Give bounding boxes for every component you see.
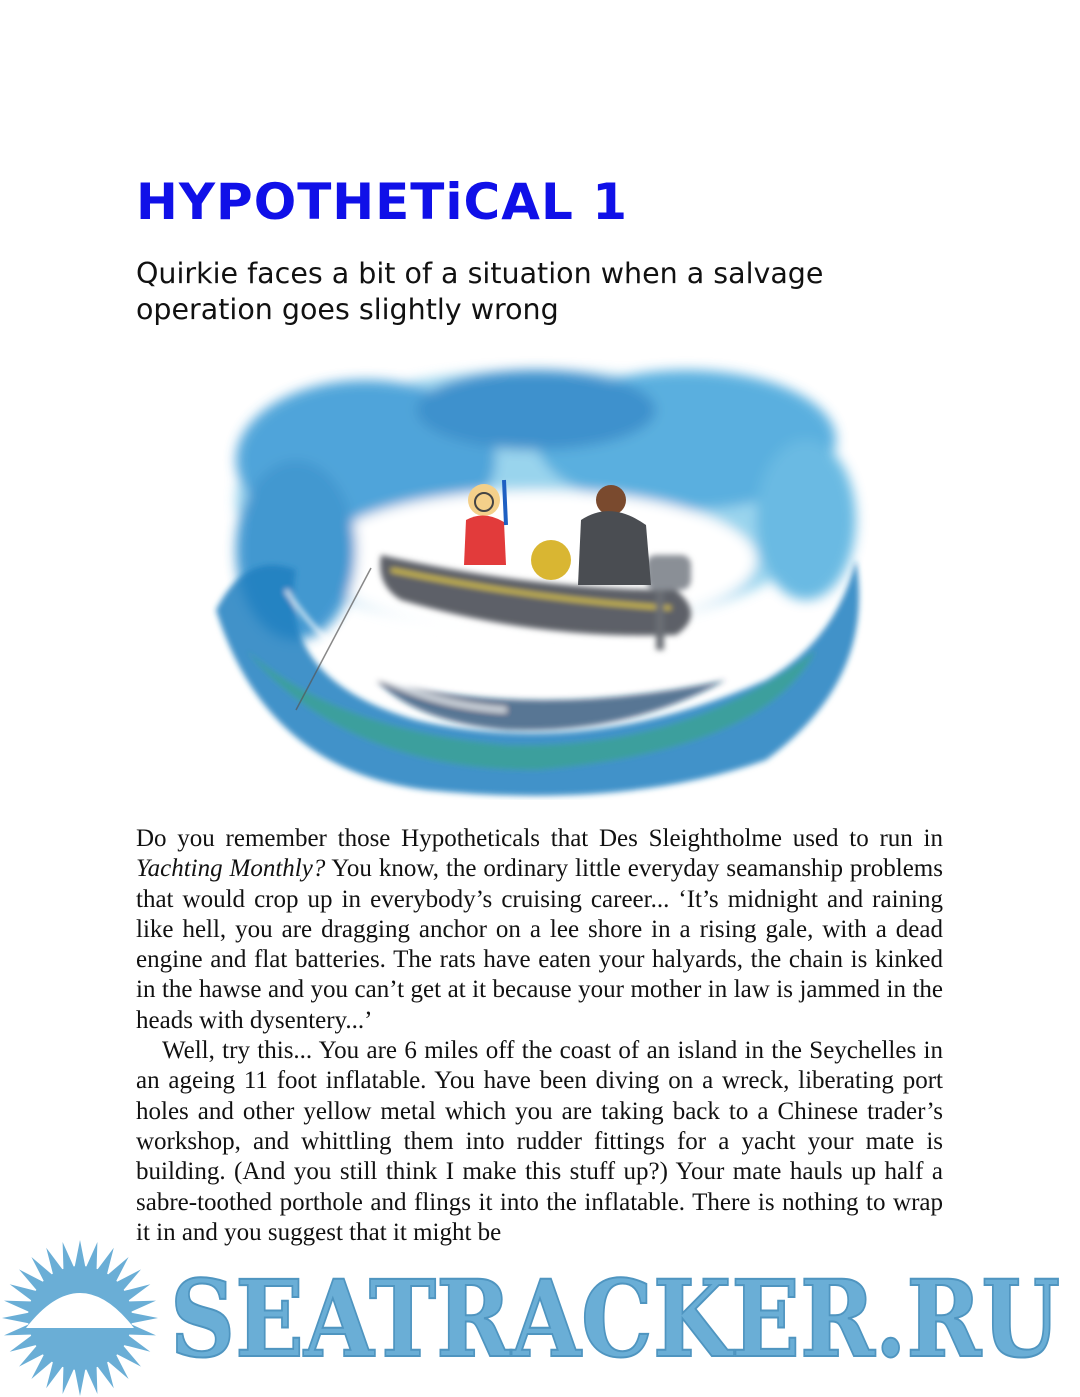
paragraph-rest: You know, the ordinary little everyday seamanship problems that would crop up in everybody’s cruising career... ‘It’s midnight and raining like hell, you are dragging anchor on a lee shore in a rising gale, with a dead engine and flat batteries. The rats have eaten your halyards, the chain is kinked in the hawse and you can’t get at it because your mother in law is jammed in the heads with dysentery...’ <box>136 855 943 1034</box>
article-paragraph: Well, try this... You are 6 miles off the coast of an island in the Seychelles in an ageing 11 foot inflatable. You have been diving on a wreck, liberating port holes and other yellow metal which you are taking back to a Chinese trader’s workshop, and whittling them into rudder fittings for a yacht your mate is building. (And you still think I make this stuff up?) Your mate hauls up half a sabre-toothed porthole and flings it into the inflatable. There is nothing to wrap it in and you suggest that it might be <box>136 1037 943 1246</box>
paragraph-lead: Do you remember those Hypotheticals that Des Sleightholme used to run in <box>136 825 943 852</box>
watermark-banner <box>0 1238 1080 1397</box>
article-paragraph <box>136 824 943 1036</box>
chapter-subtitle: Quirkie faces a bit of a situation when a salvage operation goes slightly wrong <box>136 257 824 326</box>
watercolor-illustration <box>206 350 876 800</box>
watermark-text: SEATRACKER.RU <box>170 1256 1060 1381</box>
sun-icon <box>2 1240 158 1396</box>
article-body <box>136 824 943 1248</box>
magazine-name: Yachting Monthly? <box>136 855 326 883</box>
chapter-title: HYPOTHETiCAL 1 <box>136 173 629 231</box>
